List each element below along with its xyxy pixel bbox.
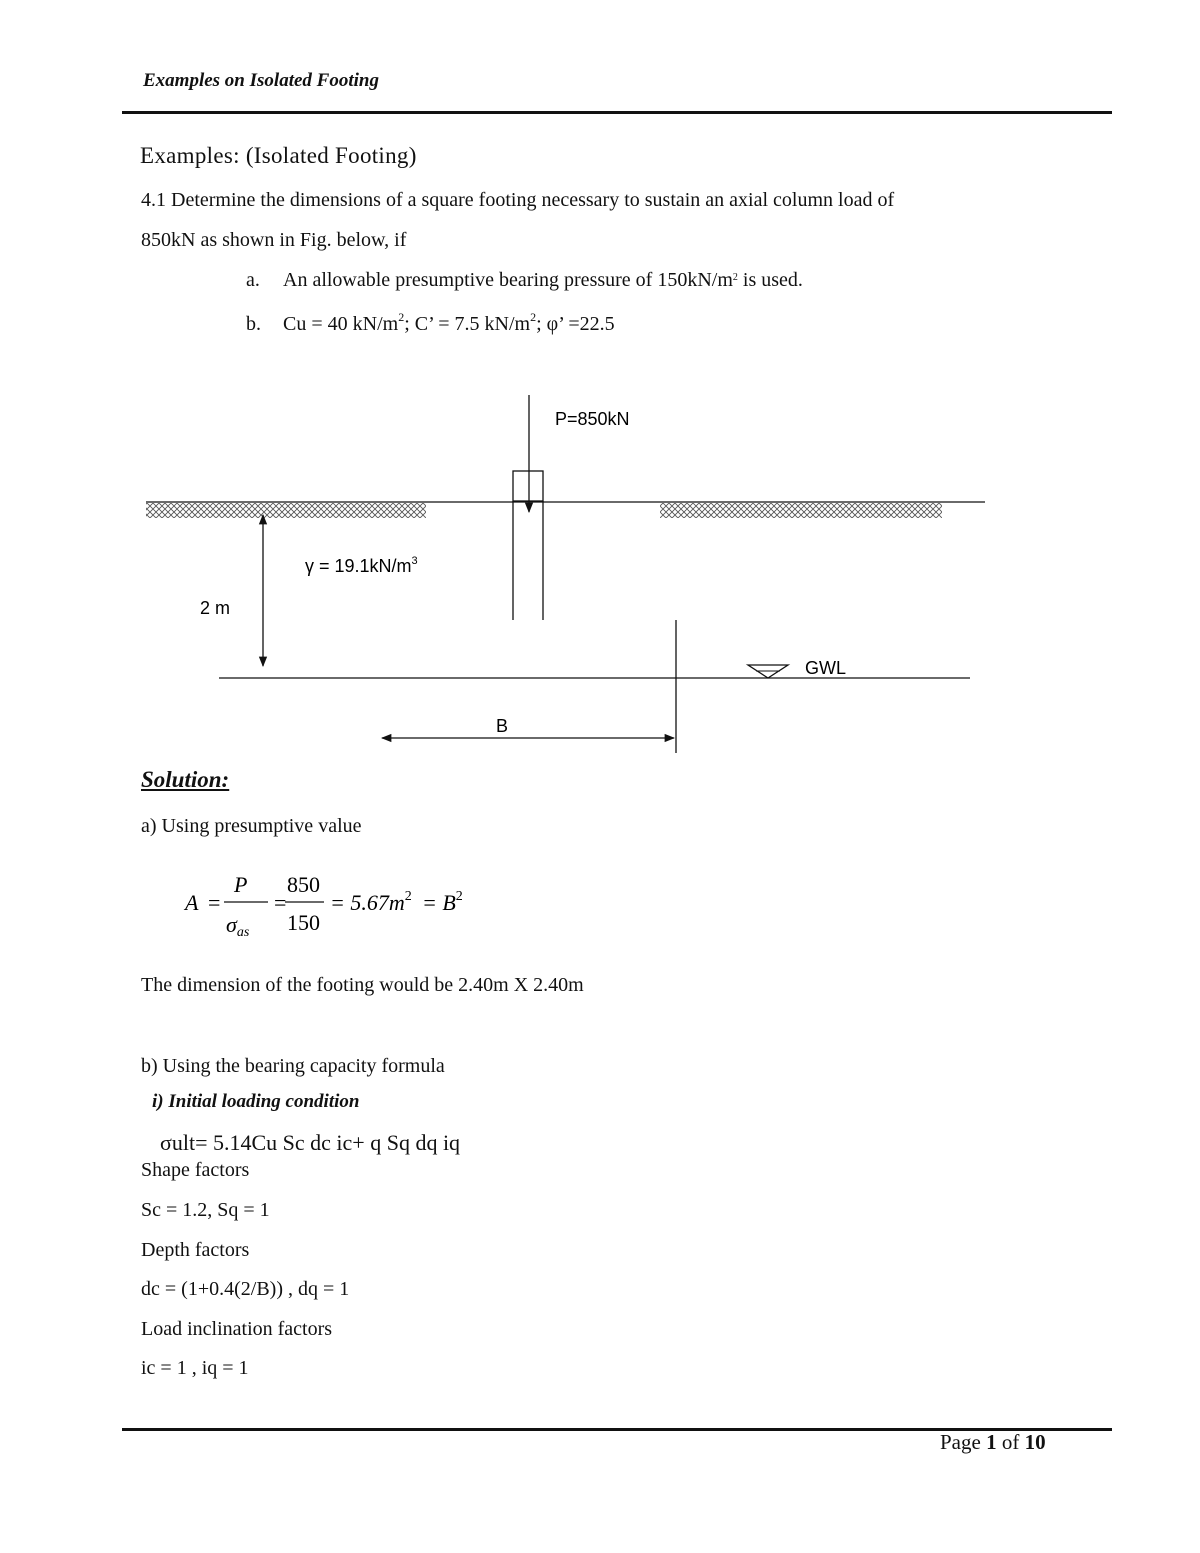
- item-a-tail: is used.: [737, 269, 803, 291]
- depth-factors-title: Depth factors: [141, 1239, 250, 1261]
- eq-P: P: [234, 872, 248, 897]
- soil-hatch-right: [660, 503, 942, 518]
- eq-result-text: = 5.67m: [330, 890, 405, 915]
- column-top: [513, 471, 543, 501]
- eq-equals-2: =: [274, 890, 287, 915]
- item-a-sup: 2: [732, 272, 738, 283]
- page-current: 1: [986, 1430, 997, 1454]
- item-b-part-3: ; φ’ =22.5: [536, 313, 615, 335]
- part-b-title: b) Using the bearing capacity formula: [141, 1055, 445, 1077]
- depth-label: 2 m: [200, 598, 231, 618]
- shape-factors-title: Shape factors: [141, 1159, 250, 1181]
- page-of: of: [996, 1430, 1025, 1454]
- item-a-text: An allowable presumptive bearing pressure of 150kN/m: [283, 269, 733, 291]
- eq-denominator: 150: [287, 910, 320, 935]
- eq-equals-1: =: [208, 890, 221, 915]
- footing-figure: [0, 380, 1200, 760]
- eq-A: A: [185, 890, 199, 915]
- bearing-capacity-formula: σult= 5.14Cu Sc dc ic+ q Sq dq iq: [160, 1130, 461, 1155]
- dimension-result: The dimension of the footing would be 2.40m X 2.40m: [141, 974, 584, 996]
- eq-tail: [422, 889, 463, 915]
- item-a-marker: a.: [246, 269, 260, 291]
- initial-loading-title: i) Initial loading condition: [152, 1091, 360, 1112]
- section-heading: Examples: (Isolated Footing): [140, 143, 417, 168]
- page-prefix: Page: [940, 1430, 987, 1454]
- item-b-sup-2: 2: [530, 310, 537, 324]
- header-rule: [122, 111, 1112, 114]
- load-inclination-title: Load inclination factors: [141, 1318, 333, 1340]
- area-equation: [170, 862, 510, 947]
- unit-weight-text: γ = 19.1kN/m: [305, 556, 412, 576]
- unit-weight-label: [305, 555, 418, 576]
- part-a-title: a) Using presumptive value: [141, 815, 362, 837]
- item-b-part-1: Cu = 40 kN/m: [283, 313, 399, 335]
- item-b: [283, 310, 615, 336]
- depth-factors-values: dc = (1+0.4(2/B)) , dq = 1: [141, 1278, 350, 1300]
- width-label: B: [496, 716, 509, 736]
- page-total: 10: [1024, 1430, 1046, 1454]
- load-label: P=850kN: [555, 409, 630, 429]
- solution-title: Solution:: [141, 767, 230, 792]
- eq-sigma-subscript: as: [236, 925, 250, 940]
- unit-weight-sup: 3: [411, 555, 418, 567]
- running-header: Examples on Isolated Footing: [143, 70, 379, 91]
- item-b-sup-1: 2: [398, 310, 405, 324]
- item-a: [283, 269, 803, 292]
- eq-result-sup: 2: [404, 889, 412, 904]
- load-inclination-values: ic = 1 , iq = 1: [141, 1357, 249, 1379]
- problem-line-2: 850kN as shown in Fig. below, if: [141, 229, 407, 251]
- shape-factors-values: Sc = 1.2, Sq = 1: [141, 1199, 270, 1221]
- gwl-label: GWL: [805, 658, 847, 678]
- eq-result: [330, 889, 412, 915]
- page-number: [940, 1430, 1046, 1455]
- problem-line-1: 4.1 Determine the dimensions of a square footing necessary to sustain an axial column load of: [141, 189, 895, 211]
- item-b-part-2: ; C’ = 7.5 kN/m: [404, 313, 531, 335]
- eq-tail-sup: 2: [455, 889, 463, 904]
- soil-hatch-left: [146, 503, 426, 518]
- eq-sigma-symbol: σ: [226, 912, 237, 937]
- eq-tail-text: = B: [422, 890, 456, 915]
- eq-numerator: 850: [287, 872, 320, 897]
- item-b-marker: b.: [246, 313, 261, 335]
- eq-sigma: [226, 912, 250, 940]
